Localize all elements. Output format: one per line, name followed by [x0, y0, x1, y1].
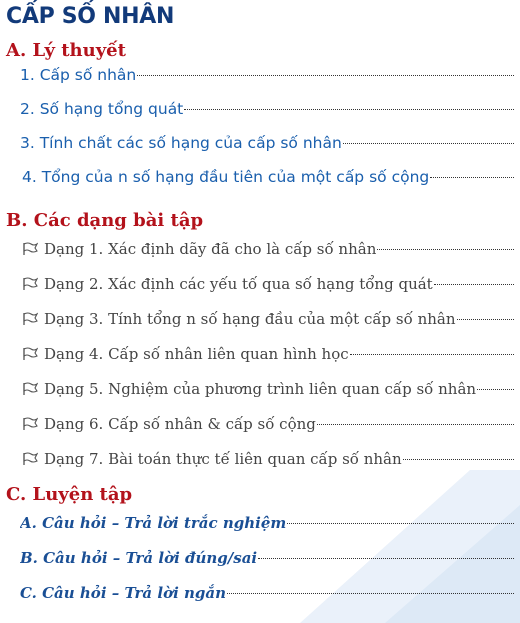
- dot-leader: [137, 75, 514, 76]
- toc-item-label: Dạng 1. Xác định dãy đã cho là cấp số nhân: [44, 240, 377, 258]
- toc-item-theory-2[interactable]: [20, 100, 514, 124]
- flag-icon: [22, 382, 38, 396]
- dot-leader: [403, 459, 514, 460]
- toc-item-label: 1. Cấp số nhân: [20, 66, 137, 84]
- flag-icon: [22, 242, 38, 256]
- toc-item-exercise-1[interactable]: [22, 240, 514, 264]
- toc-item-theory-1[interactable]: [20, 66, 514, 90]
- toc-item-exercise-5[interactable]: [22, 380, 514, 404]
- section-heading-theory: A. Lý thuyết: [6, 40, 126, 61]
- toc-item-label: Dạng 7. Bài toán thực tế liên quan cấp số nhân: [44, 450, 402, 468]
- dot-leader: [227, 593, 514, 594]
- dot-leader: [350, 354, 514, 355]
- toc-item-label: Dạng 4. Cấp số nhân liên quan hình học: [44, 345, 349, 363]
- toc-item-label: B. Câu hỏi – Trả lời đúng/sai: [20, 549, 258, 567]
- dot-leader: [430, 177, 514, 178]
- toc-item-label: A. Câu hỏi – Trả lời trắc nghiệm: [20, 514, 287, 532]
- dot-leader: [477, 389, 514, 390]
- flag-icon: [22, 312, 38, 326]
- dot-leader: [184, 109, 514, 110]
- toc-item-label: Dạng 6. Cấp số nhân & cấp số cộng: [44, 415, 316, 433]
- dot-leader: [258, 558, 514, 559]
- dot-leader: [317, 424, 514, 425]
- section-heading-practice: C. Luyện tập: [6, 484, 133, 505]
- flag-icon: [22, 452, 38, 466]
- toc-item-practice-1[interactable]: [20, 514, 514, 538]
- toc-item-exercise-4[interactable]: [22, 345, 514, 369]
- toc-item-label: 4. Tổng của n số hạng đầu tiên của một cấp số cộng: [22, 168, 430, 186]
- toc-item-label: Dạng 3. Tính tổng n số hạng đầu của một cấp số nhân: [44, 310, 456, 328]
- dot-leader: [377, 249, 514, 250]
- toc-item-theory-3[interactable]: [20, 134, 514, 158]
- toc-item-theory-4[interactable]: [22, 168, 514, 192]
- dot-leader: [434, 284, 514, 285]
- flag-icon: [22, 277, 38, 291]
- flag-icon: [22, 417, 38, 431]
- toc-item-exercise-6[interactable]: [22, 415, 514, 439]
- section-heading-exercises: B. Các dạng bài tập: [6, 210, 204, 231]
- flag-icon: [22, 347, 38, 361]
- toc-item-practice-3[interactable]: [20, 584, 514, 608]
- toc-item-label: Dạng 2. Xác định các yếu tố qua số hạng tổng quát: [44, 275, 433, 293]
- dot-leader: [287, 523, 514, 524]
- dot-leader: [457, 319, 515, 320]
- toc-item-label: 2. Số hạng tổng quát: [20, 100, 184, 118]
- toc-item-exercise-3[interactable]: [22, 310, 514, 334]
- toc-item-label: 3. Tính chất các số hạng của cấp số nhân: [20, 134, 342, 152]
- toc-item-exercise-7[interactable]: [22, 450, 514, 474]
- toc-item-label: Dạng 5. Nghiệm của phương trình liên quan cấp số nhân: [44, 380, 477, 398]
- toc-item-label: C. Câu hỏi – Trả lời ngắn: [20, 584, 227, 602]
- page-title: CẤP SỐ NHÂN: [6, 4, 175, 29]
- dot-leader: [343, 143, 514, 144]
- toc-item-practice-2[interactable]: [20, 549, 514, 573]
- toc-item-exercise-2[interactable]: [22, 275, 514, 299]
